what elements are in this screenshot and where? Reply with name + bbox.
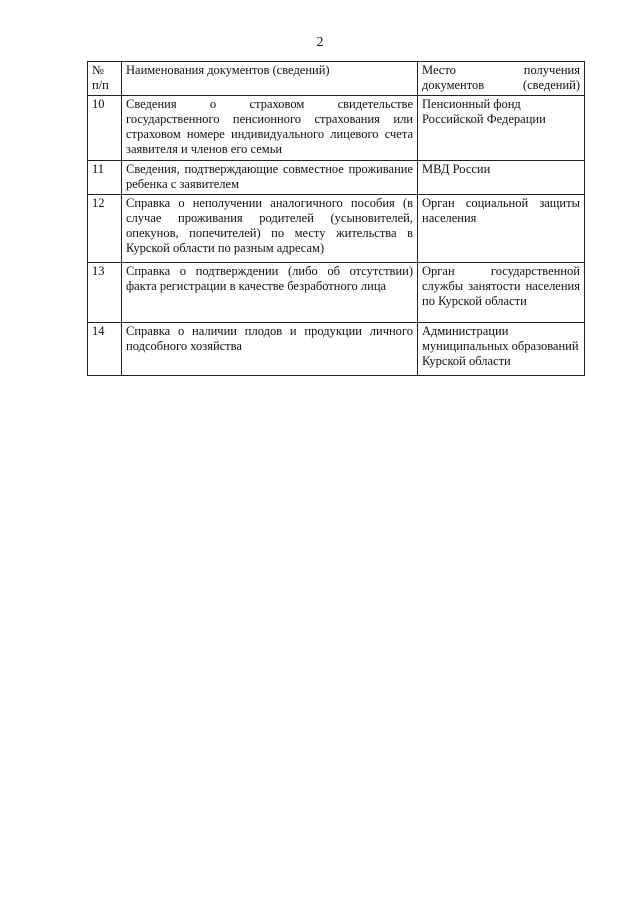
table-row [88,161,585,195]
row-document-name: Справка о неполучении аналогичного пособия (в случае проживания родителей (усыновителей, опекунов, попечителей) по месту жительства в Курской области по разным адресам) [122,195,418,263]
table-row [88,323,585,376]
table-row [88,96,585,161]
page-number: 2 [316,35,324,50]
header-place: Место получения документов (сведений) [418,62,585,96]
row-number: 12 [88,195,122,263]
row-place: МВД России [418,161,585,195]
row-place: Администрации муниципальных образований Курской области [418,323,585,376]
table-row [88,263,585,323]
row-place: Орган социальной защиты населения [418,195,585,263]
row-number: 11 [88,161,122,195]
row-document-name: Сведения, подтверждающие совместное проживание ребенка с заявителем [122,161,418,195]
row-document-name: Справка о наличии плодов и продукции личного подсобного хозяйства [122,323,418,376]
row-place: Орган государственной службы занятости населения по Курской области [418,263,585,323]
row-document-name: Справка о подтверждении (либо об отсутствии) факта регистрации в качестве безработного лица [122,263,418,323]
row-number: 10 [88,96,122,161]
row-number: 14 [88,323,122,376]
row-place: Пенсионный фонд Российской Федерации [418,96,585,161]
table-header-row [88,62,585,96]
table-row [88,195,585,263]
header-document-name: Наименования документов (сведений) [122,62,418,96]
header-number: № п/п [88,62,122,96]
row-number: 13 [88,263,122,323]
documents-table [87,61,585,376]
row-document-name: Сведения о страховом свидетельстве государственного пенсионного страхования или страховом номере индивидуального лицевого счета заявителя и членов его семьи [122,96,418,161]
